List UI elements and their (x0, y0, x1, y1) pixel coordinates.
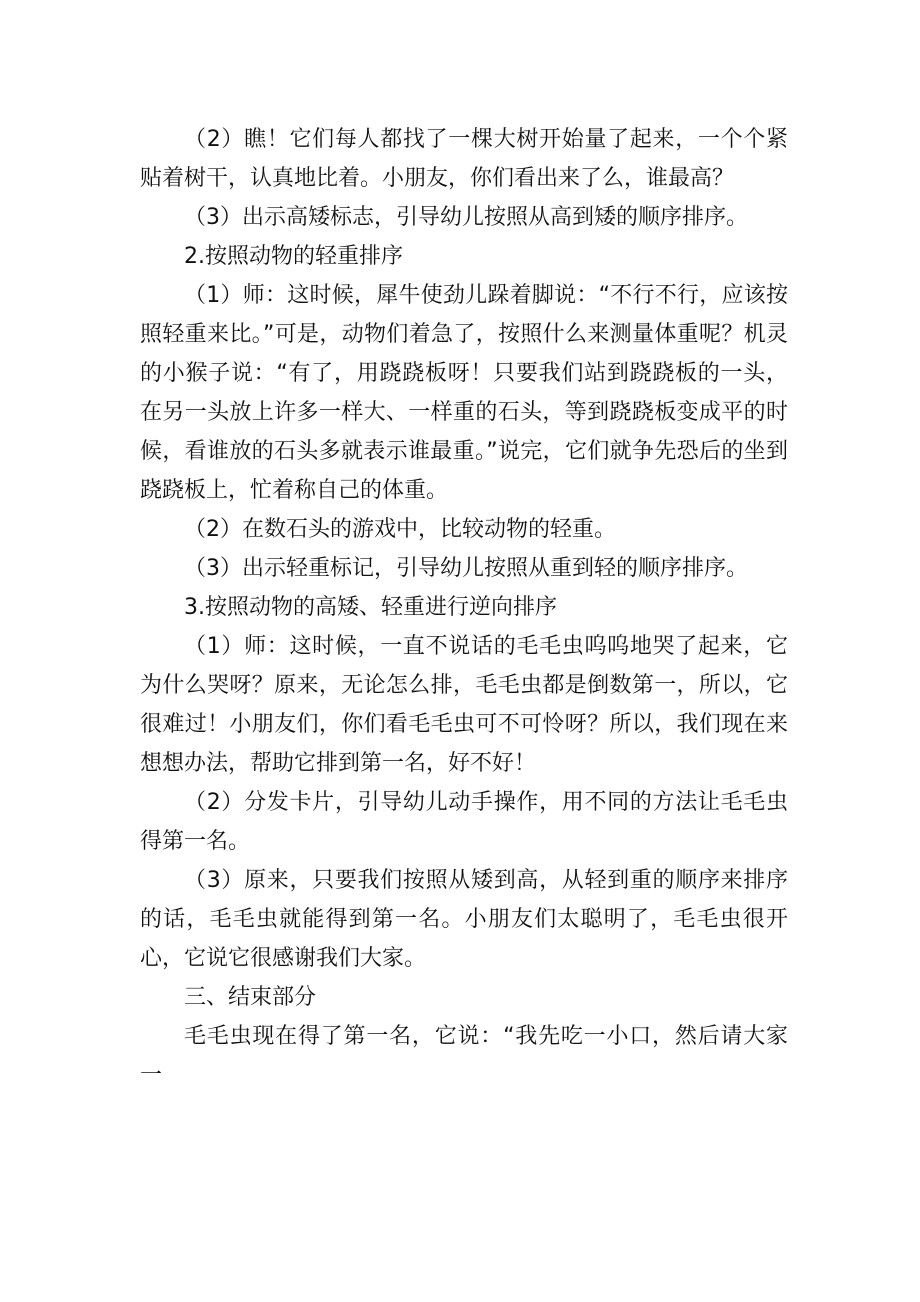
section-heading-ending: 三、结束部分 (184, 985, 317, 1010)
paragraph-weight-2: （2）在数石头的游戏中，比较动物的轻重。 (184, 517, 616, 542)
paragraph-weight-1: （1）师：这时候，犀牛使劲儿跺着脚说：“不行不行，应该按照轻重来比。”可是，动物们着急了，按照什么来测量体重呢？机灵的小猴子说：“有了，用跷跷板呀！只要我们站到跷跷板的一头，在另一头放上许多一样大、一样重的石头，等到跷跷板变成平的时候，看谁放的石头多就表示谁最重。”说完，它们就争先恐后的坐到跷跷板上，忙着称自己的体重。 (140, 283, 788, 503)
paragraph-height-3: （3）出示高矮标志，引导幼儿按照从高到矮的顺序排序。 (184, 205, 748, 230)
paragraph-ending: 毛毛虫现在得了第一名，它说：“我先吃一小口，然后请大家一 (140, 1024, 788, 1088)
paragraph-reverse-2: （2）分发卡片，引导幼儿动手操作，用不同的方法让毛毛虫得第一名。 (140, 790, 788, 854)
paragraph-reverse-3: （3）原来，只要我们按照从矮到高，从轻到重的顺序来排序的话，毛毛虫就能得到第一名。小朋友们太聪明了，毛毛虫很开心，它说它很感谢我们大家。 (140, 868, 788, 971)
section-heading-reverse: 3.按照动物的高矮、轻重进行逆向排序 (184, 595, 557, 620)
paragraph-height-2: （2）瞧！它们每人都找了一棵大树开始量了起来，一个个紧贴着树干，认真地比着。小朋友，你们看出来了么，谁最高？ (140, 127, 788, 191)
document-body (140, 120, 788, 1095)
paragraph-reverse-1: （1）师：这时候，一直不说话的毛毛虫呜呜地哭了起来，它为什么哭呀？原来，无论怎么排，毛毛虫都是倒数第一，所以，它很难过！小朋友们，你们看毛毛虫可不可怜呀？所以，我们现在来想想办法，帮助它排到第一名，好不好！ (140, 634, 788, 776)
paragraph-weight-3: （3）出示轻重标记，引导幼儿按照从重到轻的顺序排序。 (184, 556, 748, 581)
section-heading-weight: 2.按照动物的轻重排序 (184, 244, 403, 269)
